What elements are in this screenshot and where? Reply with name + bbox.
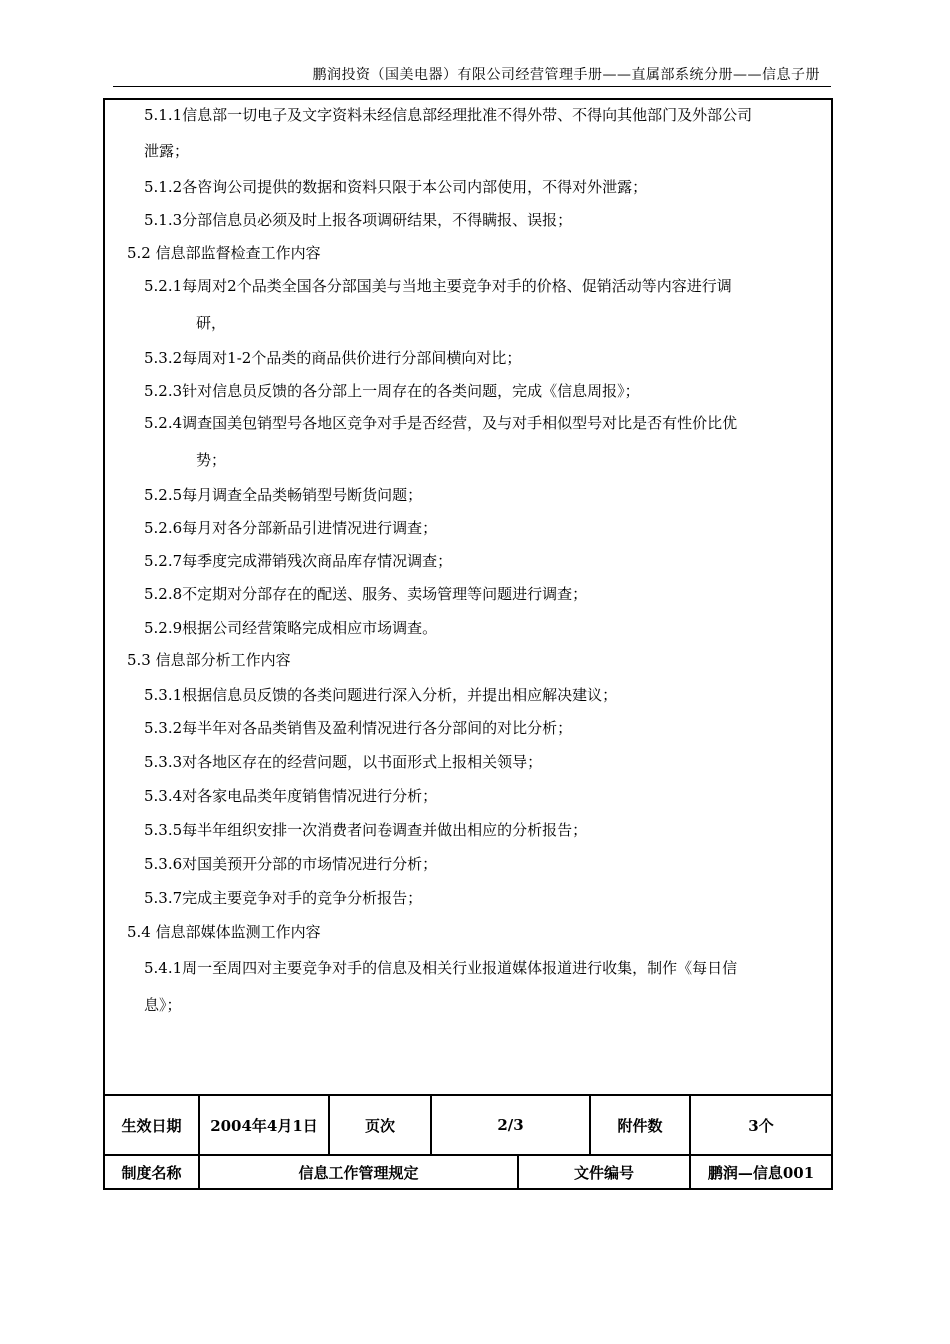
text-line: 5.2.1每周对2个品类全国各分部国美与当地主要竞争对手的价格、促销活动等内容进行调	[144, 277, 732, 295]
table-row	[104, 1095, 832, 1155]
document-info-table	[103, 1094, 833, 1190]
text-line: 5.3.1根据信息员反馈的各类问题进行深入分析，并提出相应解决建议；	[144, 686, 618, 704]
text-line: 研，	[196, 314, 227, 332]
section-heading: 5.4 信息部媒体监测工作内容	[127, 923, 321, 941]
effective-date-value: 2004年4月1日	[199, 1095, 329, 1155]
page-value: 2/3	[431, 1095, 590, 1155]
text-line: 5.3.6对国美预开分部的市场情况进行分析；	[144, 855, 438, 873]
text-line: 5.2.7每季度完成滞销残次商品库存情况调查；	[144, 552, 453, 570]
text-line: 5.4.1周一至周四对主要竞争对手的信息及相关行业报道媒体报道进行收集，制作《每日信	[144, 959, 738, 977]
section-heading: 5.2 信息部监督检查工作内容	[127, 244, 321, 262]
attachments-label: 附件数	[590, 1095, 690, 1155]
header-rule	[113, 86, 831, 87]
text-line: 5.1.2各咨询公司提供的数据和资料只限于本公司内部使用，不得对外泄露；	[144, 178, 648, 196]
text-line: 5.2.6每月对各分部新品引进情况进行调查；	[144, 519, 438, 537]
running-header: 鹏润投资（国美电器）有限公司经营管理手册——直属部系统分册——信息子册	[312, 67, 820, 83]
text-line: 5.2.9根据公司经营策略完成相应市场调查。	[144, 619, 438, 637]
text-line: 5.2.5每月调查全品类畅销型号断货问题；	[144, 486, 423, 504]
text-line: 5.2.3针对信息员反馈的各分部上一周存在的各类问题，完成《信息周报》；	[144, 382, 640, 400]
doc-number-value: 鹏润—信息001	[690, 1155, 832, 1189]
text-line: 5.1.1信息部一切电子及文字资料未经信息部经理批准不得外带、不得向其他部门及外部公司	[144, 106, 753, 124]
text-line: 5.2.8不定期对分部存在的配送、服务、卖场管理等问题进行调查；	[144, 585, 588, 603]
text-line: 5.3.3对各地区存在的经营问题，以书面形式上报相关领导；	[144, 753, 543, 771]
text-line: 5.3.5每半年组织安排一次消费者问卷调查并做出相应的分析报告；	[144, 821, 588, 839]
policy-name-label: 制度名称	[104, 1155, 199, 1189]
attachments-value: 3个	[690, 1095, 832, 1155]
text-line: 5.3.7完成主要竞争对手的竞争分析报告；	[144, 889, 423, 907]
text-line: 息》；	[144, 996, 182, 1014]
text-line: 势；	[196, 451, 227, 469]
effective-date-label: 生效日期	[104, 1095, 199, 1155]
text-line: 5.3.2每周对1-2个品类的商品供价进行分部间横向对比；	[144, 349, 522, 367]
text-line: 5.3.4对各家电品类年度销售情况进行分析；	[144, 787, 438, 805]
text-line: 5.3.2每半年对各品类销售及盈利情况进行各分部间的对比分析；	[144, 719, 573, 737]
text-line: 5.2.4调查国美包销型号各地区竞争对手是否经营，及与对手相似型号对比是否有性价比优	[144, 414, 738, 432]
section-heading: 5.3 信息部分析工作内容	[127, 651, 291, 669]
policy-name-value: 信息工作管理规定	[199, 1155, 518, 1189]
text-line: 5.1.3分部信息员必须及时上报各项调研结果，不得瞒报、误报；	[144, 211, 573, 229]
table-row	[104, 1155, 832, 1189]
doc-number-label: 文件编号	[518, 1155, 690, 1189]
page-label: 页次	[329, 1095, 431, 1155]
text-line: 泄露；	[144, 142, 190, 160]
